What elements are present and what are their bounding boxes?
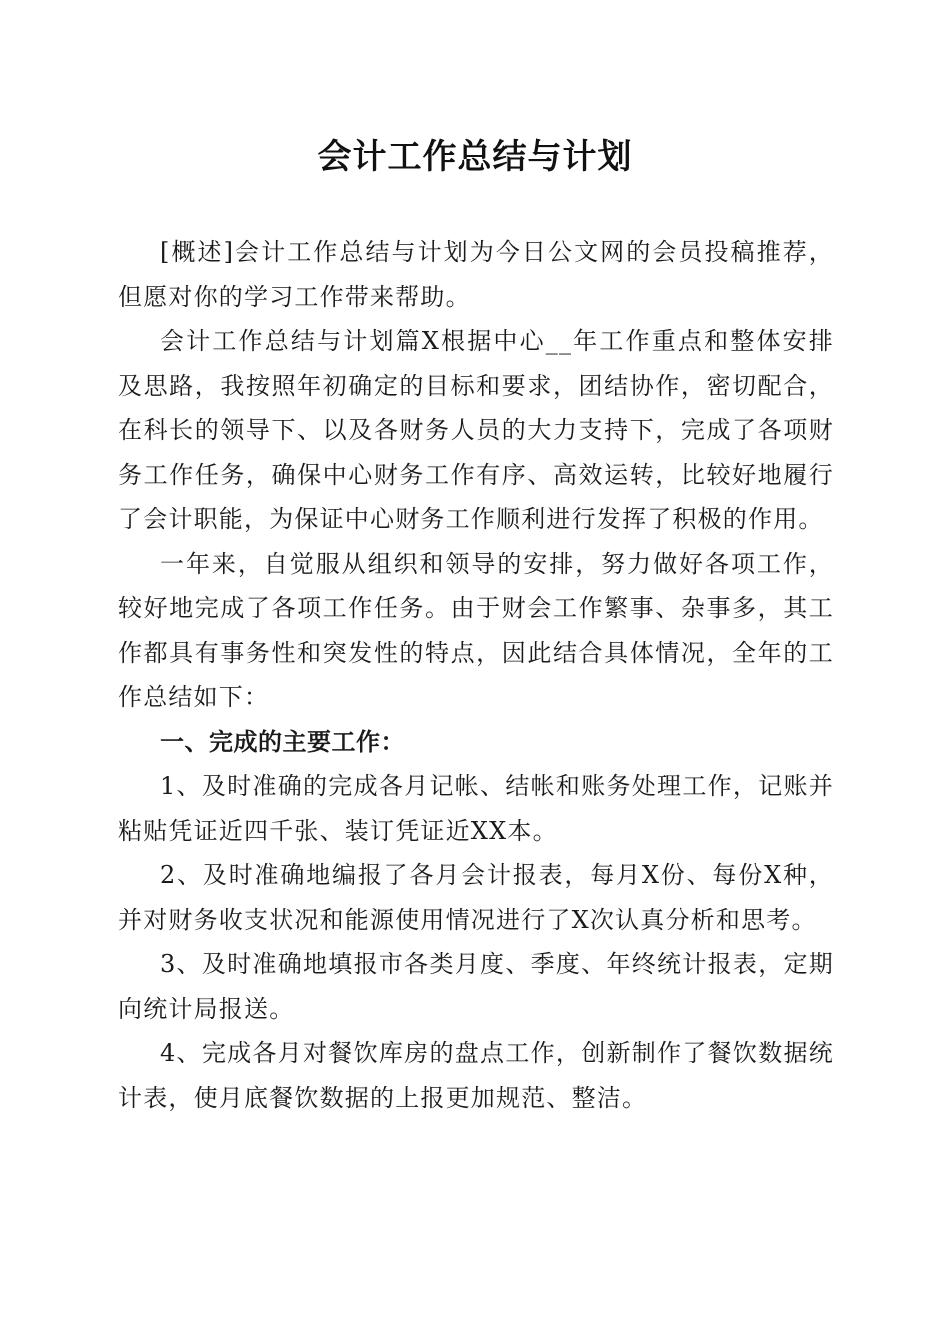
document-title: 会计工作总结与计划	[317, 137, 633, 177]
intro-paragraph: 会计工作总结与计划篇X根据中心__年工作重点和整体安排及思路，我按照年初确定的目标和要求，团结协作，密切配合，在科长的领导下、以及各财务人员的大力支持下，完成了各项财务工作任务，确保中心财务工作有序、高效运转，比较好地履行了会计职能，为保证中心财务工作顺利进行发挥了积极的作用。	[118, 327, 834, 533]
list-item: 2、及时准确地编报了各月会计报表，每月X份、每份X种，并对财务收支状况和能源使用情况进行了X次认真分析和思考。	[118, 861, 834, 934]
list-item: 3、及时准确地填报市各类月度、季度、年终统计报表，定期向统计局报送。	[118, 950, 834, 1023]
summary-paragraph: 一年来，自觉服从组织和领导的安排，努力做好各项工作，较好地完成了各项工作任务。由于财会工作繁事、杂事多，其工作都具有事务性和突发性的特点，因此结合具体情况，全年的工作总结如下：	[118, 549, 834, 711]
document-body	[118, 230, 834, 1120]
overview-paragraph: [概述]会计工作总结与计划为今日公文网的会员投稿推荐，但愿对你的学习工作带来帮助。	[118, 238, 834, 311]
list-item: 4、完成各月对餐饮库房的盘点工作，创新制作了餐饮数据统计表，使月底餐饮数据的上报更加规范、整洁。	[118, 1039, 834, 1112]
list-item: 1、及时准确的完成各月记帐、结帐和账务处理工作，记账并粘贴凭证近四千张、装订凭证近XX本。	[118, 772, 834, 845]
section-heading: 一、完成的主要工作：	[160, 727, 405, 756]
